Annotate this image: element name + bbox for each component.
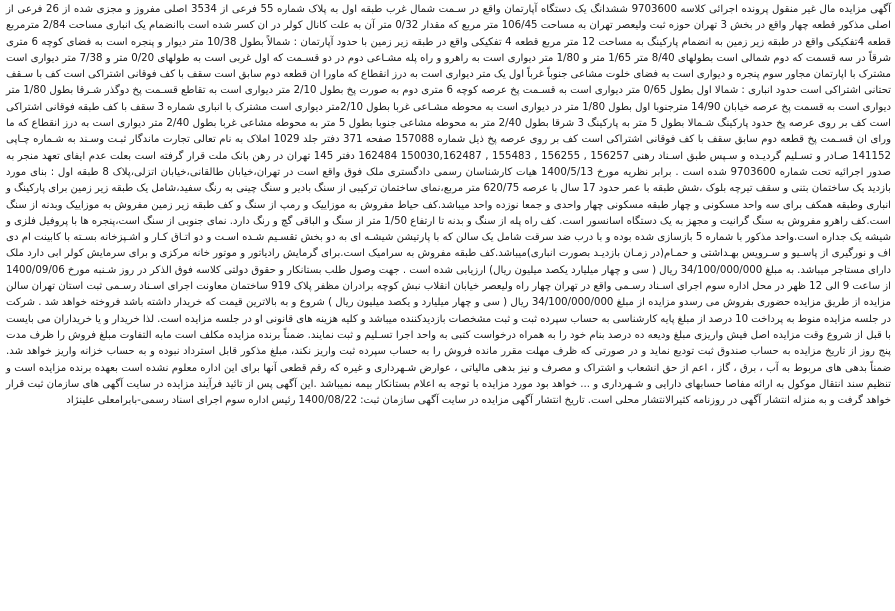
auction-notice-text: آگهی مزایده مال غیر منقول پرونده اجرائی کلاسه 9703600 ششدانگ یک دستگاه آپارتمان واقع در سـمت شمال غرب طبقه اول به پلاک شماره 55 فرعی از 3534 اصلی مفروز و مجزی شده از 26 فرعی از اصلی مذکور قطعه چهار واقع در بخش 3 تهران حوزه ثبت ولیعصر تهران به مساحت 106/45 متر مربع که مقدار 0/32 متر آن به علت کانال کولر در ان کسر شده است باانضمام یک انباری مساحت 2/84 مترمربع قطعه 4تفکیکی واقع در طبقه زیر زمین به انضمام پارکینگ به مساحت 12 متر مربع قطعه 4 تفکیکی واقع در طبقه زیر زمین با حدود آپارتمان : شمالاً بطول 10/38 متر دیوار و پنجره است به فضای کوچه 6 متری شرقاً در سه قسمت که دوم شمالی است بطولهای 8/40 متر 1/65 متر و 1/80 متر دیواری است به راهرو و راه پله مشـاعی دوم در دو قسـمت که اول غربی است به طولهای 0/20 متر و 7/38 متر دیواری است مشترک با اپارتمان مجاور سوم پنجره و دیواری است به فضای خلوت مشاعی جنوباً غرباً اول یک متر دیواری است به درز انقطاع که ماورا ان قطعه دوم سابق است سقف با کف فوقانی اشتراکی است کف با سـقف تحتانی اشتراکی است حدود انباری : شمالا اول بطول 0/65 متر دیواری است به قسـمت پخ عرصه کوچه 6 متری دوم به صورت پخ بطول 2/10 متر دیواری است به تقاطع قسـمت پخ دوگذر شـرقا بطول 1/80 متر دیواری است به قسمت پخ عرصه خیابان 14/90 مترجنوبا اول بطول 1/80 متر در دیواری است به محوطه مشـاعی غربا بطول 2/10متر دیواری است مشترک با انباری شماره 3 سقف با کف طبقه فوقانی اشتراکی است کف بر روی عرصه پخ حدود پارکینگ شـمالا بطول 5 متر به پارکینگ 3 شرقا بطول 2/40 متر به محوطه مشاعی جنوبا بطول 5 متر به محوطه مشاعی غربا بطول 2/40 متر دیواری است به درز انقطاع که ما ورای ان قسـمت پخ قطعه دوم سابق سقف با کف فوقانی اشتراکی است کف بر روی عرصه پخ ذیل شماره 157088 صفحه 371 دفتر جلد 1029 املاک به نام تعالی تجارت ماندگار ثبـت وسـند به شـماره چـاپی 141152 صـادر و تسـلیم گردیـده و سـپس طبق اسـناد رهنی 156257 , 156255 , 155483 , 150030,162487 162484 دفتر 145 تهران در رهن بانک ملت قرار گرفته است بعلت عدم ایفای تعهد منجر به صدور اجرائیه تحت شماره 9703600 شده است . برابر نظریه مورخ 1400/5/13 هیات کارشناسان رسمی دادگستری ملک فوق واقع است در تهران،خیابان طالقانی،خیابان اتزلی،پلاک 8 طبقه اول : بنای مورد بازدید یک ساختمان بتنی و سقف تیرچه بلوک ،شش طبقه با عمر حدود 17 سال با عرصه 620/75 متر مربع،نمای ساختمان ترکیبی از سنگ بادیر و سنگ چینی به رنگ سفید،شامل یک طبقه زیر زمین برای پارکینگ و انباری وطبقه همکف برای سه واحد مسکونی و چهار طبقه مسکونی چهار واحدی و جمعا نوزده واحد میباشد.کف حیاط مفروش به موزاییک و رمپ از سنگ و کف طبقه زیر زمین مفروش به موزاییک وبدنه از سنگ است.کف راهرو مفروش به سنگ گرانیت و مجهز به یک دستگاه اسانسور است. کف راه پله از سنگ و بدنه تا ارتفاع 1/50 متر از سنگ و الباقی گچ و رنگ دارد. نمای جنوبی از سنگ است،پنجره ها با پروفیل فلزی و شیشه یک جداره است.واحد مذکور با شماره 5 بازسازی شده بوده و با درب ضد سرقت شامل یک سالن که با پارتیشن شیشـه ای به دو بخش تقسـیم شـده اسـت و دو اتـاق کـار و اشـپزخانه بسـته با کابینت ام دی اف و نورگیری از پاسـیو و سـرویس بهـداشتی و حمـام(در زمـان بازدیـد بصورت انباری)میباشد.کف طبقه مفروش به سرامیک است.برای گرمایش رادیاتور و موتور خانه مرکزی و برای سرمایش کولر ابی دارد ملک دارای مستاجر میباشد. به مبلغ 34/100/000/000 ریال ( سی و چهار میلیارد یکصد میلیون ریال) ارزیابی شده است . جهت وصول طلب بستانکار و حقوق دولتی کلاسه فوق الذکر در روز شـنبه مورخ 1400/09/06 از ساعت 9 الی 12 ظهر در محل اداره سوم اجرای اسـناد رسـمی واقع در تهران چهار راه ولیعصر خیابان انقلاب نبش کوچه برادران مظفر پلاک 919 ساختمان معاونت اجرای اسـناد رسـمی ثبت استان تهران سالن مزایده از طریق مزایده حضوری بفروش می رسدو مزایده از مبلغ 34/100/000/000 ریال ( سی و چهار میلیارد و یکصد میلیون ریال ) شروع و به بالاترین قیمت که خریدار داشته باشد فروخته خواهد شد . شرکت در جلسه مزایده منوط به پرداخت 10 درصد از مبلغ پایه کارشناسی به حساب سپرده ثبت و ثبت مشخصات بازدیدکننده میباشد و کلیه هزینه های قانونی او در جلسه مزایده است. لذا خریدار و یا خریداران می بایست با قبل از شروع وقت مزایده اصل فیش واریزی مبلغ ودیعه ده درصد بنام خود را به همراه درخواست کتبی به واحد اجرا تسـلیم و ثبت نمایند. ضمناً برنده مزایده مکلف است مابه التفاوت مبلغ فروش را ظرف مدت پنج روز از تاریخ مزایده به حساب صندوق ثبت تودیع نماید و در صورتی که ظرف مهلت مقرر مانده فروش را به حساب سپرده ثبت واریز نکند، مبلغ مذکور قابل استرداد نبوده و به حساب خزانه واریز خواهد شد. ضمناً بدهی های مربوط به آب ، برق ، گاز ، اعم از حق انشعاب و اشتراک و مصرف و نیز بدهی مالیاتی ، عوارض شـهرداری و غیره که رقم قطعی آنها برای این اداره معلوم نشده است بعهده برنده مزایده است و تنظیم سند انتقال موکول به ارائه مفاصا حسابهای دارایی و شـهرداری و ... خواهد بود مورد مزایده با توجه به اعلام بستانکار بیمه نمیباشد .این آگهی پس از تائید فرآیند مزایده در سایت آگهی های سازمان ثبت قرار خواهد گرفت و به منزله انتشار آگهی در روزنامه کثیرالانتشار محلی است. تاریخ انتشار آگهی مزایده در سایت آگهی سازمان ثبت: 1400/08/22 رئیس اداره سوم اجرای اسناد رسمی-بابرامعلی علینژاد [6, 4, 892, 407]
